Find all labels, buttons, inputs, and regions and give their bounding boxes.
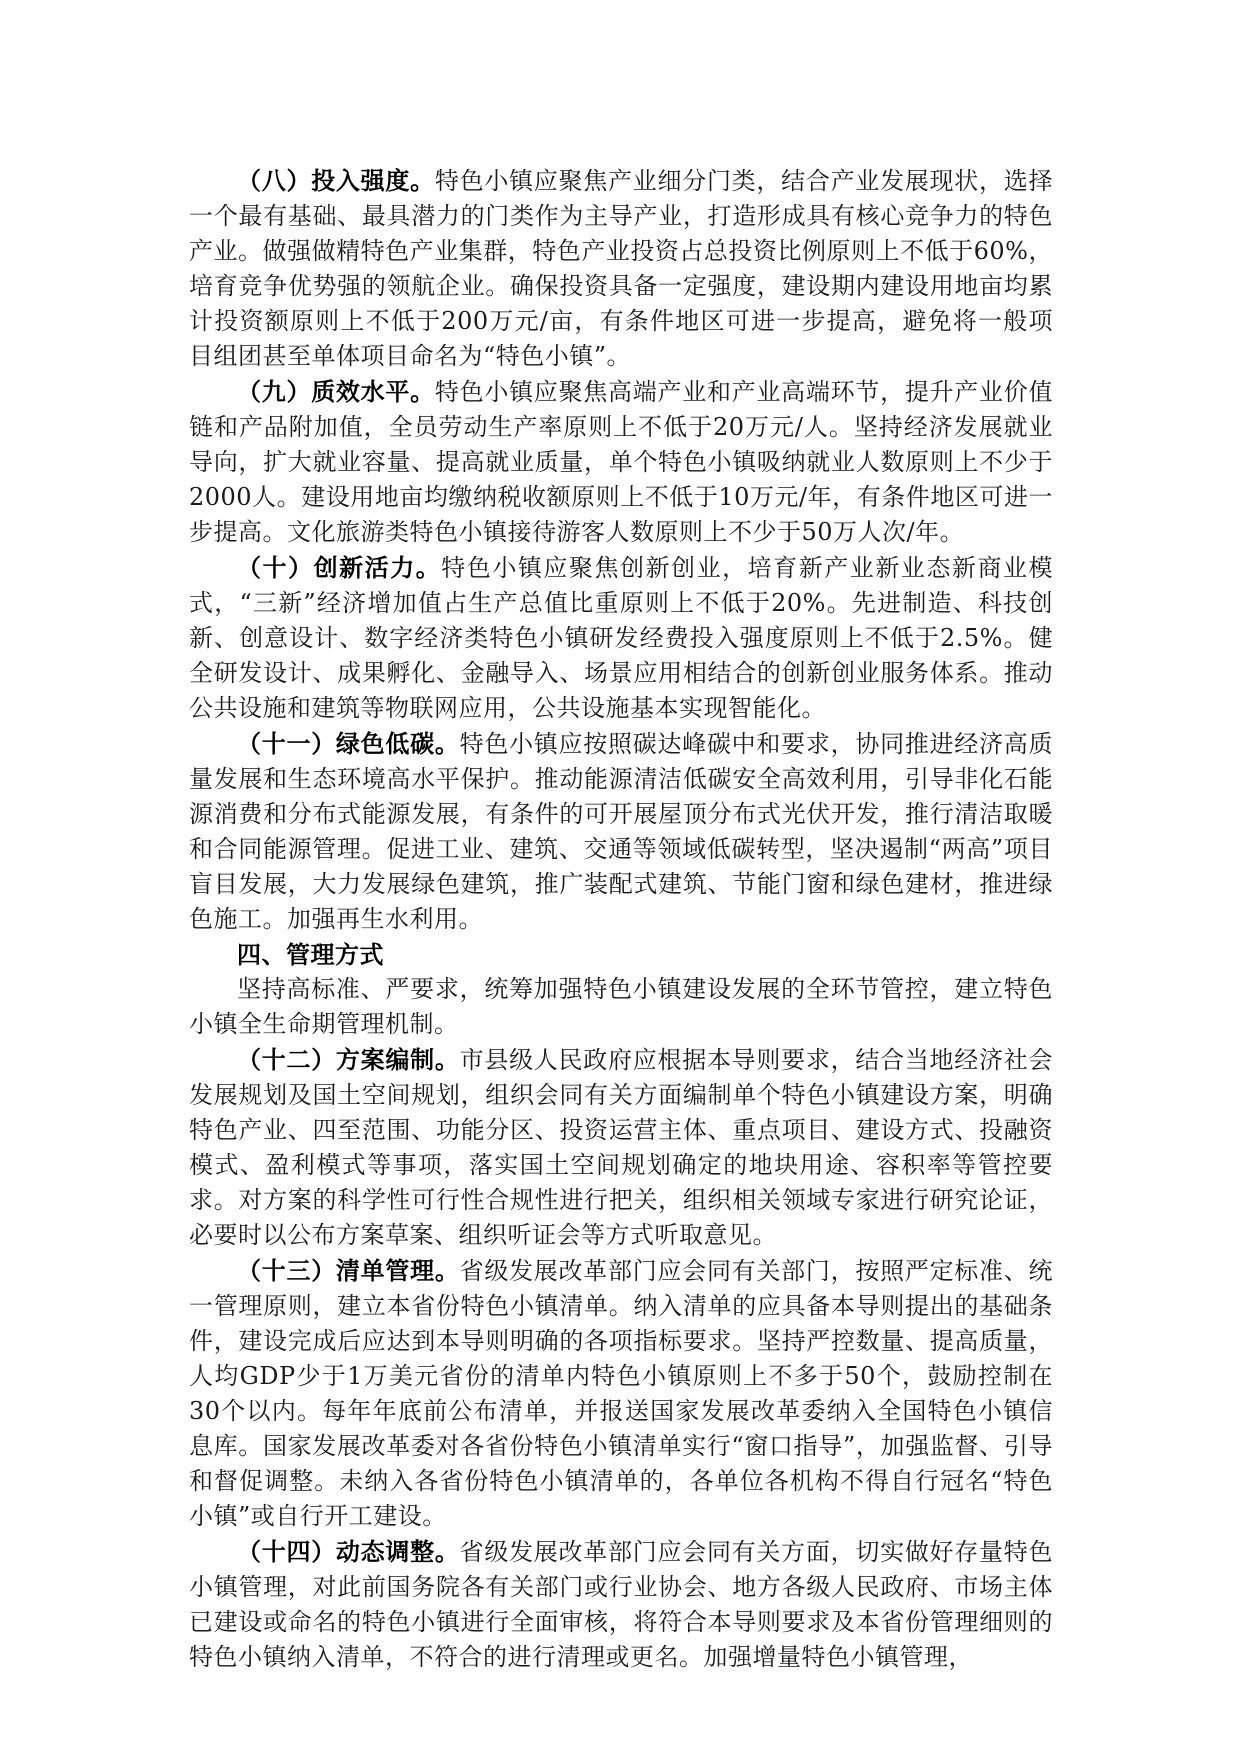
section-title: （九）质效水平。 — [237, 377, 435, 406]
section-text: 特色小镇应聚焦高端产业和产业高端环节，提升产业价值链和产品附加值，全员劳动生产率原则上不低于20万元/人。坚持经济发展就业导向，扩大就业容量、提高就业质量，单个特色小镇吸纳就业人数原则上不少于2000人。建设用地亩均缴纳税收额原则上不低于10万元/年，有条件地区可进一步提高。文化旅游类特色小镇接待游客人数原则上不少于50万人次/年。 — [189, 378, 1053, 546]
heading-management-method: 四、管理方式 — [237, 940, 384, 969]
section-title: （十）创新活力。 — [237, 553, 442, 582]
para-green-low-carbon — [189, 726, 1053, 937]
section-text: 省级发展改革部门应会同有关方面，切实做好存量特色小镇管理，对此前国务院各有关部门或行业协会、地方各级人民政府、市场主体已建设或命名的特色小镇进行全面审核，将符合本导则要求及本省份管理细则的特色小镇纳入清单，不符合的进行清理或更名。加强增量特色小镇管理， — [189, 1538, 1053, 1671]
para-investment-intensity — [189, 163, 1053, 374]
section-title: （十三）清单管理。 — [237, 1256, 460, 1285]
section-text: 特色小镇应按照碳达峰碳中和要求，协同推进经济高质量发展和生态环境高水平保护。推动能源清洁低碳安全高效利用，引导非化石能源消费和分布式能源发展，有条件的可开展屋顶分布式光伏开发，推行清洁取暖和合同能源管理。促进工业、建筑、交通等领域低碳转型，坚决遏制“两高”项目盲目发展，大力发展绿色建筑，推广装配式建筑、节能门窗和绿色建材，推进绿色施工。加强再生水利用。 — [189, 730, 1053, 933]
section-title: （十一）绿色低碳。 — [237, 729, 460, 758]
document-page — [189, 163, 1053, 1675]
para-dynamic-adjustment — [189, 1534, 1053, 1675]
para-list-management — [189, 1253, 1053, 1534]
section-text: 市县级人民政府应根据本导则要求，结合当地经济社会发展规划及国土空间规划，组织会同有关方面编制单个特色小镇建设方案，明确特色产业、四至范围、功能分区、投资运营主体、重点项目、建设方式、投融资模式、盈利模式等事项，落实国土空间规划确定的地块用途、容积率等管控要求。对方案的科学性可行性合规性进行把关，组织相关领域专家进行研究论证，必要时以公布方案草案、组织听证会等方式听取意见。 — [189, 1046, 1053, 1249]
para-management-intro: 坚持高标准、严要求，统筹加强特色小镇建设发展的全环节管控，建立特色小镇全生命期管理机制。 — [189, 975, 1053, 1038]
para-plan-compilation — [189, 1042, 1053, 1253]
para-innovation-vitality — [189, 550, 1053, 726]
section-title: （十四）动态调整。 — [237, 1537, 460, 1566]
section-text: 特色小镇应聚焦产业细分门类，结合产业发展现状，选择一个最有基础、最具潜力的门类作为主导产业，打造形成具有核心竞争力的特色产业。做强做精特色产业集群，特色产业投资占总投资比例原则上不低于60%，培育竞争优势强的领航企业。确保投资具备一定强度，建设期内建设用地亩均累计投资额原则上不低于200万元/亩，有条件地区可进一步提高，避免将一般项目组团甚至单体项目命名为“特色小镇”。 — [189, 167, 1053, 370]
section-text: 省级发展改革部门应会同有关部门，按照严定标准、统一管理原则，建立本省份特色小镇清单。纳入清单的应具备本导则提出的基础条件，建设完成后应达到本导则明确的各项指标要求。坚持严控数量、提高质量，人均GDP少于1万美元省份的清单内特色小镇原则上不多于50个，鼓励控制在30个以内。每年年底前公布清单，并报送国家发展改革委纳入全国特色小镇信息库。国家发展改革委对各省份特色小镇清单实行“窗口指导”，加强监督、引导和督促调整。未纳入各省份特色小镇清单的，各单位各机构不得自行冠名“特色小镇”或自行开工建设。 — [189, 1257, 1053, 1530]
para-quality-efficiency — [189, 374, 1053, 550]
section-title: （八）投入强度。 — [237, 166, 435, 195]
section-text: 特色小镇应聚焦创新创业，培育新产业新业态新商业模式，“三新”经济增加值占生产总值比重原则上不低于20%。先进制造、科技创新、创意设计、数字经济类特色小镇研发经费投入强度原则上不低于2.5%。健全研发设计、成果孵化、金融导入、场景应用相结合的创新创业服务体系。推动公共设施和建筑等物联网应用，公共设施基本实现智能化。 — [189, 554, 1054, 722]
section-title: （十二）方案编制。 — [237, 1045, 460, 1074]
